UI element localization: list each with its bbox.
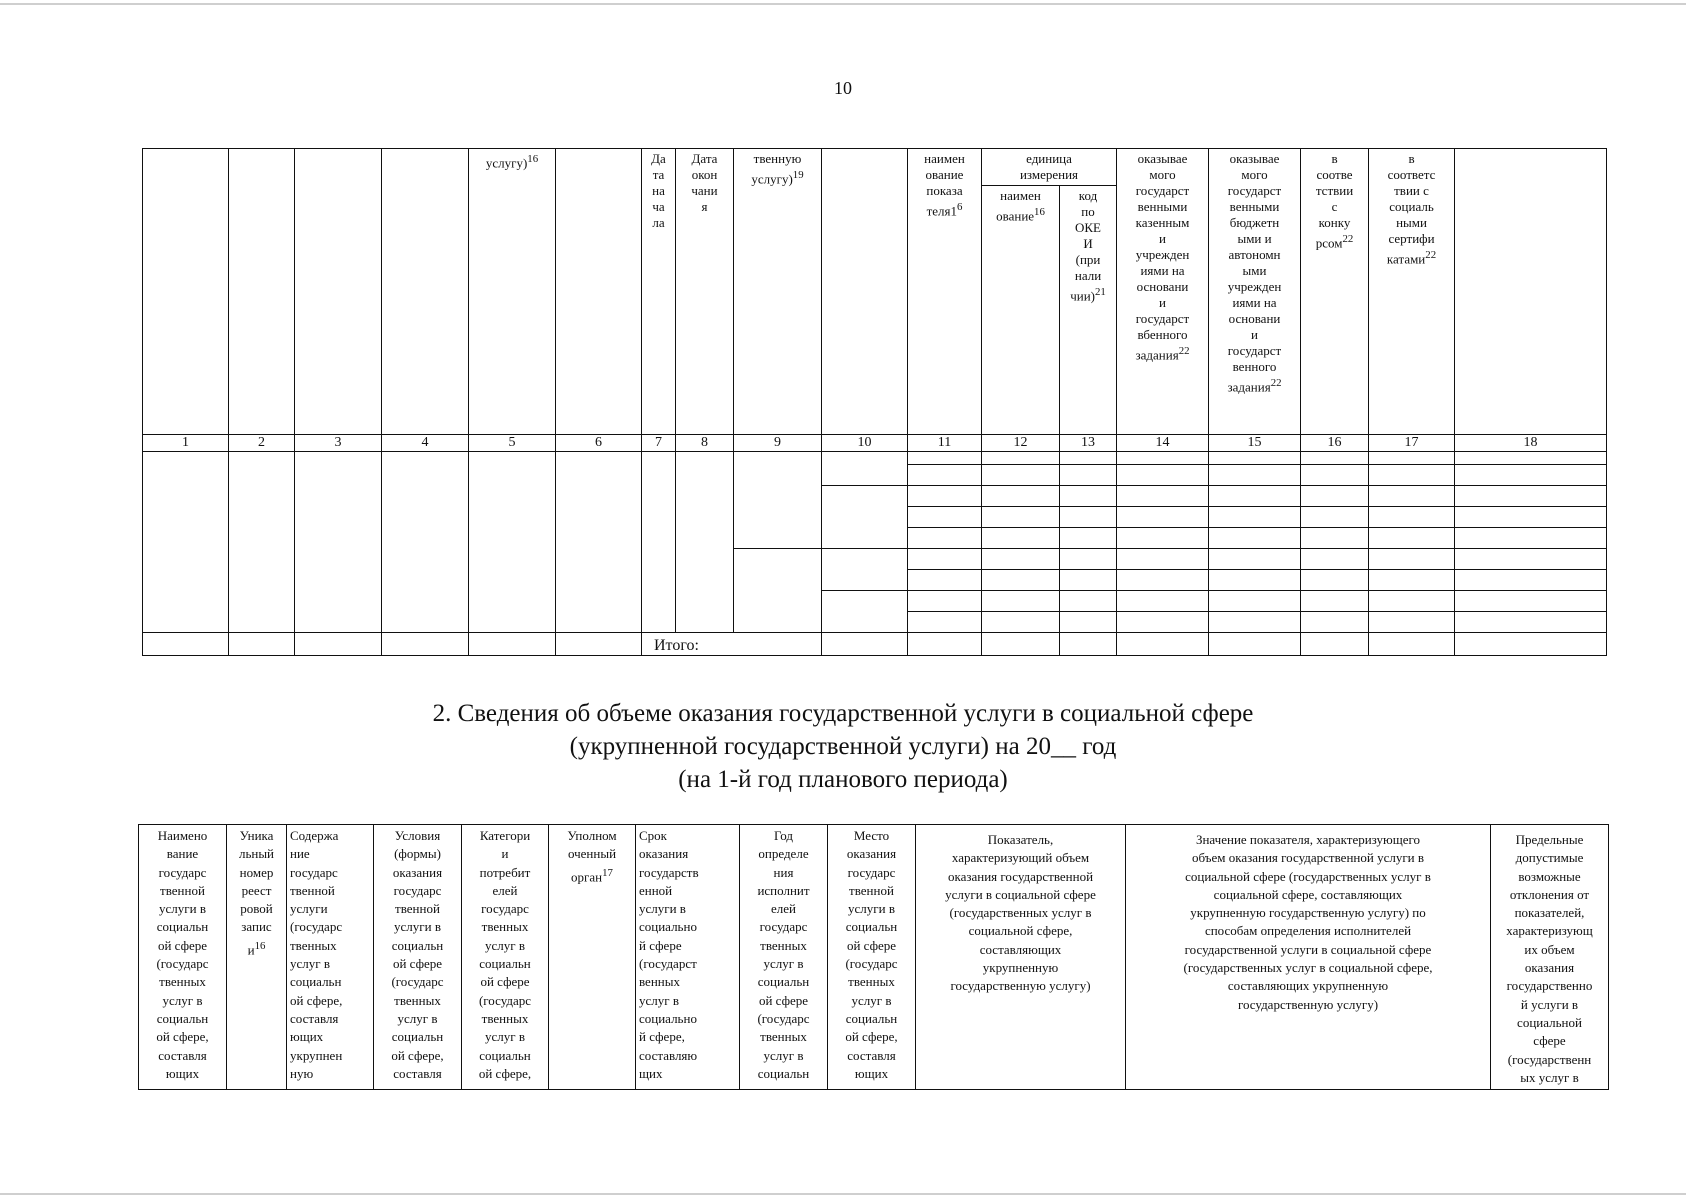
footnote-ref: 22 (1342, 233, 1354, 245)
footnote-ref: 16 (1034, 206, 1045, 218)
data-cell (556, 452, 642, 633)
data-cell (982, 452, 1060, 465)
data-cell (295, 633, 382, 656)
section-title-line: 2. Сведения об объеме оказания государственной услуги в социальной сфере (432, 700, 1254, 727)
data-cell (556, 633, 642, 656)
data-cell (822, 591, 908, 633)
footnote-ref: 22 (1270, 377, 1282, 389)
header-row (143, 149, 1607, 186)
data-cell (1455, 591, 1607, 612)
data-cell (1455, 486, 1607, 507)
data-cell (1301, 452, 1369, 465)
column-number: 4 (382, 435, 469, 452)
header-unit-group: единица измерения (982, 149, 1117, 186)
column-number: 17 (1369, 435, 1455, 452)
data-cell (1060, 528, 1117, 549)
data-cell (1301, 528, 1369, 549)
scan-edge-bottom (0, 1193, 1686, 1195)
footnote-ref: 16 (527, 153, 539, 165)
total-label: Итого: (642, 633, 822, 656)
footnote-ref: 6 (957, 201, 963, 213)
data-cell (1209, 612, 1301, 633)
header-cell-16 (1301, 149, 1369, 435)
data-cell (1117, 528, 1209, 549)
header-service-period: Срок оказания государств енной услуги в социально й сфере (государст венных услуг в социально й сфере, составляю щих (636, 825, 740, 1090)
data-cell (982, 612, 1060, 633)
header-cell-start-date: Да та на ча ла (642, 149, 676, 435)
data-cell (1060, 549, 1117, 570)
data-cell (382, 452, 469, 633)
header-text: твенную услугу) (751, 151, 802, 187)
header-volume-indicator: Показатель, характеризующий объем оказания государственной услуги в социальной сфере (государственных услуг в социальной сфере, составляющих укрупненную государственную услугу) (916, 825, 1126, 1090)
footnote-ref: 16 (254, 939, 266, 952)
data-cell (1209, 528, 1301, 549)
header-text: наимен ование показа теля1 (924, 151, 965, 219)
data-cell (1060, 612, 1117, 633)
column-number: 11 (908, 435, 982, 452)
header-registry-number (227, 825, 287, 1090)
data-cell (1455, 507, 1607, 528)
data-cell (676, 452, 734, 633)
data-cell (982, 528, 1060, 549)
data-cell (1301, 507, 1369, 528)
data-cell (1209, 507, 1301, 528)
column-number: 10 (822, 435, 908, 452)
data-cell (822, 486, 908, 549)
header-cell-3 (295, 149, 382, 435)
data-cell (908, 549, 982, 570)
data-cell (1117, 612, 1209, 633)
volume-table (138, 824, 1609, 1090)
data-cell (1369, 591, 1455, 612)
data-cell (908, 591, 982, 612)
data-cell (229, 633, 295, 656)
data-cell (734, 452, 822, 549)
section-2-title (0, 697, 1686, 796)
data-cell (1455, 465, 1607, 486)
column-number: 5 (469, 435, 556, 452)
data-cell (1117, 452, 1209, 465)
data-cell (1455, 570, 1607, 591)
table-row (143, 452, 1607, 465)
data-cell (822, 549, 908, 591)
data-cell (982, 570, 1060, 591)
data-cell (1301, 486, 1369, 507)
header-unit-name (982, 186, 1060, 435)
data-cell (1117, 591, 1209, 612)
total-row (143, 633, 1607, 656)
header-text: оказывае мого государст венными бюджетн ыми и автономн ыми учрежден иями на основани и государст венного задания (1227, 151, 1282, 395)
data-cell (1369, 570, 1455, 591)
data-cell (1455, 452, 1607, 465)
data-cell (908, 486, 982, 507)
data-cell (1369, 612, 1455, 633)
header-cell-4 (382, 149, 469, 435)
data-cell (822, 452, 908, 486)
scan-edge-top (0, 3, 1686, 5)
header-text: код по ОКЕ И (при нали чии) (1070, 188, 1102, 304)
data-cell (908, 507, 982, 528)
data-cell (982, 465, 1060, 486)
footnote-ref: 22 (1178, 345, 1190, 357)
data-cell (1209, 486, 1301, 507)
header-text: наимен ование (996, 188, 1041, 224)
page-number: 10 (834, 78, 852, 98)
header-text: оказывае мого государст венными казенным и учрежден иями на основани и государст вбенного задания (1135, 151, 1190, 363)
data-cell (1369, 549, 1455, 570)
data-cell (143, 633, 229, 656)
column-number: 14 (1117, 435, 1209, 452)
footnote-ref: 22 (1425, 249, 1437, 261)
header-cell-6 (556, 149, 642, 435)
data-cell (982, 507, 1060, 528)
column-number: 15 (1209, 435, 1301, 452)
data-cell (1117, 507, 1209, 528)
header-row (139, 825, 1609, 1090)
header-cell-15 (1209, 149, 1301, 435)
data-cell (1209, 549, 1301, 570)
data-cell (1117, 549, 1209, 570)
data-cell (1369, 465, 1455, 486)
data-cell (1301, 549, 1369, 570)
data-cell (229, 452, 295, 633)
header-text: Уполном оченный орган (567, 828, 617, 884)
data-cell (1060, 570, 1117, 591)
data-cell (1301, 612, 1369, 633)
data-cell (1060, 486, 1117, 507)
data-cell (1209, 633, 1301, 656)
data-cell (734, 549, 822, 633)
data-cell (908, 612, 982, 633)
data-cell (143, 452, 229, 633)
header-cell-9 (734, 149, 822, 435)
data-cell (1060, 633, 1117, 656)
data-cell (1209, 452, 1301, 465)
data-cell (1117, 570, 1209, 591)
header-cell-end-date: Дата окон чани я (676, 149, 734, 435)
column-number: 18 (1455, 435, 1607, 452)
data-cell (982, 486, 1060, 507)
section-title-line: (укрупненной государственной услуги) на 20__ год (569, 733, 1117, 760)
data-cell (1117, 465, 1209, 486)
header-service-name: Наимено вание государс твенной услуги в социальн ой сфере (государс твенных услуг в социальн ой сфере, составля ющих (139, 825, 227, 1090)
header-text: Уника льный номер реест ровой запис и (238, 828, 275, 958)
data-cell (1301, 633, 1369, 656)
column-number: 2 (229, 435, 295, 452)
data-cell (295, 452, 382, 633)
data-cell (1060, 465, 1117, 486)
data-cell (1301, 570, 1369, 591)
indicator-table (142, 148, 1607, 656)
data-cell (1301, 591, 1369, 612)
data-cell (1369, 633, 1455, 656)
data-cell (1209, 570, 1301, 591)
header-cell-10 (822, 149, 908, 435)
data-cell (1301, 465, 1369, 486)
data-cell (1060, 507, 1117, 528)
data-cell (469, 633, 556, 656)
column-number: 6 (556, 435, 642, 452)
data-cell (982, 633, 1060, 656)
data-cell (908, 570, 982, 591)
header-service-place: Место оказания государс твенной услуги в социальн ой сфере (государс твенных услуг в социальн ой сфере, составля ющих (828, 825, 916, 1090)
footnote-ref: 21 (1094, 286, 1106, 298)
header-okei-code (1060, 186, 1117, 435)
data-cell (982, 549, 1060, 570)
column-number: 3 (295, 435, 382, 452)
data-cell (382, 633, 469, 656)
header-text: в соотве тствии с конку рсом (1315, 151, 1354, 251)
data-cell (1455, 549, 1607, 570)
header-service-conditions: Условия (формы) оказания государс твенной услуги в социальн ой сфере (государс твенных услуг в социальн ой сфере, составля (374, 825, 462, 1090)
data-cell (908, 633, 982, 656)
data-cell (1455, 528, 1607, 549)
header-cell-1 (143, 149, 229, 435)
data-cell (1117, 486, 1209, 507)
header-cell-indicator-name (908, 149, 982, 435)
section-title-line: (на 1-й год планового периода) (678, 766, 1008, 793)
data-cell (1117, 633, 1209, 656)
header-consumer-categories: Категори и потребит елей государс твенных услуг в социальн ой сфере (государс твенных услуг в социальн ой сфере, (462, 825, 549, 1090)
column-number: 9 (734, 435, 822, 452)
column-number: 16 (1301, 435, 1369, 452)
header-indicator-value: Значение показателя, характеризующего объем оказания государственной услуги в социальной сфере (государственных услуг в социальной сфере, составляющих укрупненную государственную услугу) по способам определения исполнителей государственной услуги в социальной сфере (государственных услуг в социальной сфере, составляющих укрупненную государственную услугу) (1126, 825, 1491, 1090)
data-cell (1455, 633, 1607, 656)
header-cell-18 (1455, 149, 1607, 435)
data-cell (1369, 507, 1455, 528)
data-cell (1455, 612, 1607, 633)
column-number: 12 (982, 435, 1060, 452)
column-number: 13 (1060, 435, 1117, 452)
header-text: услугу) (485, 155, 528, 171)
footnote-ref: 17 (602, 866, 613, 879)
header-cell-14 (1117, 149, 1209, 435)
data-cell (908, 465, 982, 486)
header-allowed-deviations: Предельные допустимые возможные отклонения от показателей, характеризующ их объем оказания государственно й услуги в социальной сфере (государственн ых услуг в (1491, 825, 1609, 1090)
data-cell (1369, 486, 1455, 507)
data-cell (469, 452, 556, 633)
data-cell (1369, 452, 1455, 465)
header-cell-17 (1369, 149, 1455, 435)
column-number-row (143, 435, 1607, 452)
footnote-ref: 19 (792, 169, 804, 181)
column-number: 1 (143, 435, 229, 452)
data-cell (1209, 591, 1301, 612)
data-cell (1060, 452, 1117, 465)
data-cell (1060, 591, 1117, 612)
data-cell (1369, 528, 1455, 549)
column-number: 8 (676, 435, 734, 452)
header-text: в соответс твии с социаль ными сертифи катами (1386, 151, 1436, 267)
data-cell (908, 452, 982, 465)
data-cell (982, 591, 1060, 612)
header-cell-5 (469, 149, 556, 435)
data-cell (822, 633, 908, 656)
data-cell (908, 528, 982, 549)
header-authorized-body (549, 825, 636, 1090)
data-cell (642, 452, 676, 633)
header-cell-2 (229, 149, 295, 435)
column-number: 7 (642, 435, 676, 452)
header-determination-year: Год определе ния исполнит елей государс твенных услуг в социальн ой сфере (государс твенных услуг в социальн (740, 825, 828, 1090)
header-service-content: Содержа ние государс твенной услуги (государс твенных услуг в социальн ой сфере, составля ющих укрупнен ную (287, 825, 374, 1090)
data-cell (1209, 465, 1301, 486)
